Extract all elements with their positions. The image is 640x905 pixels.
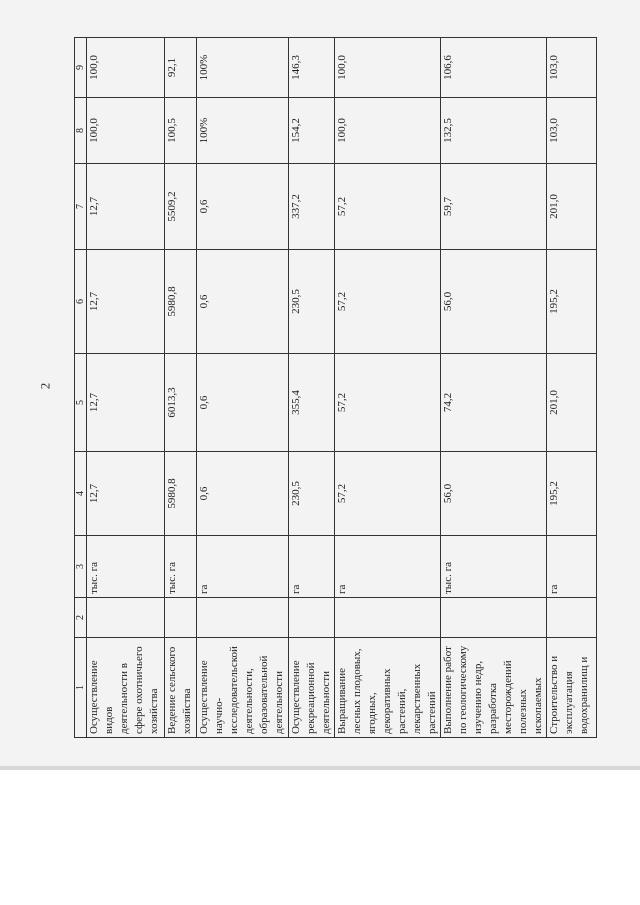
header-cell: 6 [75, 250, 87, 354]
value-cell: 100,0 [335, 38, 441, 98]
value-cell: 12,7 [87, 164, 165, 250]
table-row [335, 38, 441, 738]
header-cell: 5 [75, 354, 87, 452]
value-cell: 103,0 [547, 98, 597, 164]
unit-cell: га [547, 536, 597, 598]
unit-cell: тыс. га [87, 536, 165, 598]
value-cell: 74,2 [441, 354, 547, 452]
value-cell: 5509,2 [165, 164, 197, 250]
header-cell: 4 [75, 452, 87, 536]
value-cell: 0,6 [197, 164, 289, 250]
header-cell: 2 [75, 598, 87, 638]
unit-cell: тыс. га [441, 536, 547, 598]
cell-col2 [335, 598, 441, 638]
value-cell: 92,1 [165, 38, 197, 98]
value-cell: 6013,3 [165, 354, 197, 452]
rotated-table-container [74, 38, 590, 738]
value-cell: 132,5 [441, 98, 547, 164]
value-cell: 5980,8 [165, 250, 197, 354]
table-row [547, 38, 597, 738]
value-cell: 12,7 [87, 452, 165, 536]
scan-edge [0, 766, 640, 770]
value-cell: 59,7 [441, 164, 547, 250]
value-cell: 195,2 [547, 250, 597, 354]
value-cell: 57,2 [335, 452, 441, 536]
activity-cell: Осуществление видов деятельности в сфере охотничьего хозяйства [87, 638, 165, 738]
value-cell: 0,6 [197, 354, 289, 452]
header-row [75, 38, 87, 738]
header-cell: 3 [75, 536, 87, 598]
value-cell: 195,2 [547, 452, 597, 536]
value-cell: 56,0 [441, 452, 547, 536]
value-cell: 57,2 [335, 250, 441, 354]
table-row [441, 38, 547, 738]
header-cell: 8 [75, 98, 87, 164]
value-cell: 154,2 [289, 98, 335, 164]
value-cell: 230,5 [289, 250, 335, 354]
value-cell: 201,0 [547, 354, 597, 452]
unit-cell: тыс. га [165, 536, 197, 598]
value-cell: 57,2 [335, 164, 441, 250]
cell-col2 [289, 598, 335, 638]
unit-cell: га [197, 536, 289, 598]
header-cell: 1 [75, 638, 87, 738]
value-cell: 0,6 [197, 452, 289, 536]
value-cell: 100% [197, 38, 289, 98]
page-number: 2 [37, 382, 53, 390]
value-cell: 100,0 [87, 98, 165, 164]
value-cell: 146,3 [289, 38, 335, 98]
value-cell: 201,0 [547, 164, 597, 250]
data-table [74, 37, 597, 738]
value-cell: 355,4 [289, 354, 335, 452]
value-cell: 100,0 [87, 38, 165, 98]
table-row [289, 38, 335, 738]
table-row [87, 38, 165, 738]
header-cell: 7 [75, 164, 87, 250]
activity-cell: Осуществление рекреационной деятельности [289, 638, 335, 738]
value-cell: 230,5 [289, 452, 335, 536]
activity-cell: Осуществление научно-исследовательской деятельности, образовательной деятельности [197, 638, 289, 738]
header-cell: 9 [75, 38, 87, 98]
activity-cell: Строительство и эксплуатация водохранилищ и [547, 638, 597, 738]
cell-col2 [441, 598, 547, 638]
activity-cell: Выполнение работ по геологическому изучению недр, разработка месторождений полезных ископаемых [441, 638, 547, 738]
unit-cell: га [289, 536, 335, 598]
table-row [197, 38, 289, 738]
value-cell: 100,5 [165, 98, 197, 164]
value-cell: 337,2 [289, 164, 335, 250]
activity-cell: Выращивание лесных плодовых, ягодных, декоративных растений, лекарственных растений [335, 638, 441, 738]
cell-col2 [547, 598, 597, 638]
value-cell: 57,2 [335, 354, 441, 452]
value-cell: 103,0 [547, 38, 597, 98]
value-cell: 100% [197, 98, 289, 164]
cell-col2 [197, 598, 289, 638]
cell-col2 [87, 598, 165, 638]
value-cell: 12,7 [87, 250, 165, 354]
unit-cell: га [335, 536, 441, 598]
value-cell: 12,7 [87, 354, 165, 452]
value-cell: 106,6 [441, 38, 547, 98]
value-cell: 100,0 [335, 98, 441, 164]
table-row [165, 38, 197, 738]
value-cell: 5980,8 [165, 452, 197, 536]
cell-col2 [165, 598, 197, 638]
value-cell: 56,0 [441, 250, 547, 354]
value-cell: 0,6 [197, 250, 289, 354]
activity-cell: Ведение сельского хозяйства [165, 638, 197, 738]
